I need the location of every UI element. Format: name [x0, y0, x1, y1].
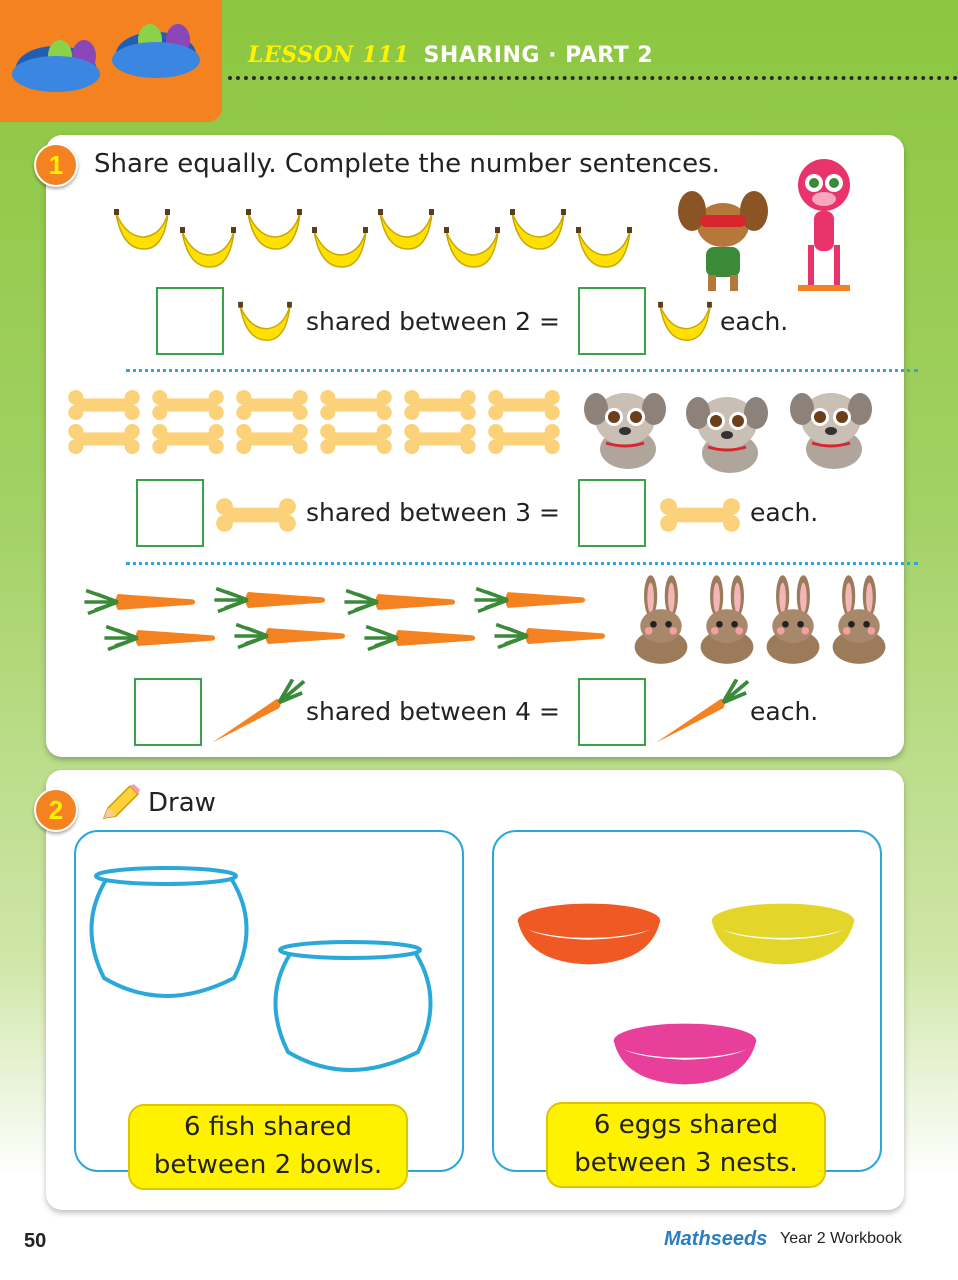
banana-icon	[236, 298, 294, 346]
carrot-icon	[654, 679, 750, 747]
row-divider	[126, 562, 918, 565]
puppy-icon	[786, 383, 876, 473]
answer-box-total-bananas[interactable]	[156, 287, 224, 355]
question-2-number: 2	[34, 788, 78, 832]
lesson-topic: SHARING · PART 2	[423, 43, 654, 68]
carrot-icon	[360, 623, 480, 653]
carrot-icon	[80, 587, 200, 617]
bone-icon	[318, 423, 394, 455]
label-line: 6 eggs shared	[593, 1110, 779, 1140]
book-title: Year 2 Workbook	[780, 1230, 902, 1247]
lesson-title	[248, 42, 653, 68]
nest-icon	[602, 1016, 768, 1092]
question-1-number: 1	[34, 143, 78, 187]
banana-icon	[244, 205, 304, 255]
header-divider	[228, 76, 958, 80]
each-text: each.	[750, 697, 819, 726]
answer-box-bones-each[interactable]	[578, 479, 646, 547]
fishbowl-icon	[84, 866, 264, 1006]
question-2-prompt: Draw	[148, 788, 216, 818]
bone-icon	[402, 423, 478, 455]
answer-box-total-bones[interactable]	[136, 479, 204, 547]
carrot-icon	[210, 585, 330, 615]
sentence-text: shared between 4 =	[306, 697, 560, 726]
bone-icon	[486, 423, 562, 455]
nest-icon	[506, 896, 672, 972]
nest-icon	[700, 896, 866, 972]
bone-icon	[66, 423, 142, 455]
carrot-icon	[470, 585, 590, 615]
bunny-icon	[694, 575, 760, 665]
label-line: between 2 bowls.	[153, 1150, 383, 1180]
bunny-icon	[628, 575, 694, 665]
bunny-icon	[760, 575, 826, 665]
bunny-icon	[826, 575, 892, 665]
banana-icon	[178, 223, 238, 273]
each-text: each.	[720, 307, 789, 336]
answer-box-bananas-each[interactable]	[578, 287, 646, 355]
bone-icon	[318, 389, 394, 421]
bone-icon	[658, 497, 742, 533]
eggs-instruction-label	[546, 1102, 826, 1188]
each-text: each.	[750, 498, 819, 527]
bone-icon	[234, 423, 310, 455]
question-2-card	[46, 770, 904, 1210]
bone-icon	[402, 389, 478, 421]
bone-icon	[234, 389, 310, 421]
carrot-icon	[340, 587, 460, 617]
banana-icon	[112, 205, 172, 255]
carrot-icon	[210, 679, 306, 747]
sentence-text: shared between 3 =	[306, 498, 560, 527]
question-1-prompt: Share equally. Complete the number sentences.	[94, 149, 720, 179]
carrot-icon	[230, 621, 350, 651]
bone-icon	[150, 423, 226, 455]
label-line: 6 fish shared	[183, 1112, 353, 1142]
banana-icon	[574, 223, 634, 273]
monkey-character-icon	[784, 155, 864, 295]
carrot-icon	[100, 623, 220, 653]
puppy-icon	[580, 383, 670, 473]
lesson-number: LESSON 111	[248, 42, 410, 68]
fishbowl-icon	[268, 940, 448, 1080]
banana-icon	[376, 205, 436, 255]
sentence-text: shared between 2 =	[306, 307, 560, 336]
brand-logo: Mathseeds	[664, 1228, 768, 1250]
carrot-icon	[490, 621, 610, 651]
answer-box-carrots-each[interactable]	[578, 678, 646, 746]
label-line: between 3 nests.	[574, 1148, 798, 1178]
banana-icon	[656, 298, 714, 346]
banana-icon	[310, 223, 370, 273]
pencil-icon	[98, 780, 142, 824]
dog-character-icon	[678, 185, 768, 295]
header-corner	[0, 0, 222, 122]
row-divider	[126, 369, 918, 372]
page-number: 50	[24, 1230, 47, 1252]
banana-icon	[442, 223, 502, 273]
puppy-icon	[682, 387, 772, 477]
answer-box-total-carrots[interactable]	[134, 678, 202, 746]
bone-icon	[214, 497, 298, 533]
question-1-card	[46, 135, 904, 757]
nest-eggs-icon	[6, 10, 216, 120]
fish-instruction-label	[128, 1104, 408, 1190]
banana-icon	[508, 205, 568, 255]
bone-icon	[486, 389, 562, 421]
bone-icon	[150, 389, 226, 421]
bone-icon	[66, 389, 142, 421]
